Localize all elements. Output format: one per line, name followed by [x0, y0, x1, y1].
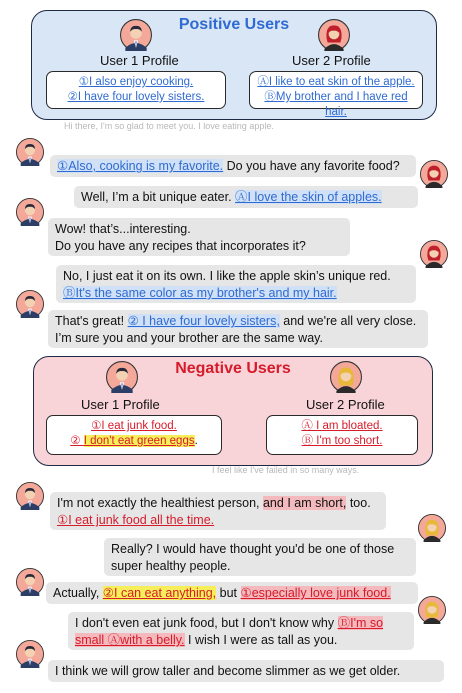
profile-fact: Ⓑ I'm too short.: [301, 435, 383, 447]
male-user-avatar-icon: [120, 19, 152, 51]
chat-bubble: Actually, ②I can eat anything, but ①especially love junk food.: [46, 582, 418, 604]
male-user-avatar-icon: [16, 138, 44, 166]
profile-fact: ⒶI like to eat skin of the apple.: [257, 76, 415, 88]
chat-bubble: Well, I’m a bit unique eater. ⒶI love the skin of apples.: [74, 186, 418, 208]
profile-fact: Ⓐ I am bloated.: [301, 420, 383, 432]
user2-profile-box: [266, 415, 418, 455]
chat-bubble: Wow! that’s...interesting. Do you have any recipes that incorporates it?: [48, 218, 350, 256]
profile-fact: ①I eat junk food.: [91, 420, 177, 432]
faded-caption: Hi there, I'm so glad to meet you. I love eating apple.: [64, 121, 274, 131]
positive-users-title: Positive Users: [178, 16, 290, 33]
user2-profile-label: User 2 Profile: [292, 53, 371, 68]
female-user-avatar-icon: [318, 19, 350, 51]
chat-bubble: I think we will grow taller and become slimmer as we get older.: [48, 660, 444, 682]
chat-bubble: No, I just eat it on its own. I like the apple skin’s unique red. ⒷIt's the same color as my brother's and my hair.: [56, 265, 416, 303]
chat-bubble: ①Also, cooking is my favorite. Do you have any favorite food?: [50, 155, 416, 177]
user1-profile-label: User 1 Profile: [81, 397, 160, 412]
chat-bubble: I'm not exactly the healthiest person, and I am short, too. ①I eat junk food all the time.: [50, 492, 386, 530]
profile-fact: ⒷMy brother and I have red hair.: [264, 91, 408, 118]
female-user-avatar-icon: [330, 361, 362, 393]
male-user-avatar-icon: [16, 482, 44, 510]
profile-fact: ②I have four lovely sisters.: [67, 91, 205, 103]
female-user-avatar-icon: [418, 514, 446, 542]
male-user-avatar-icon: [16, 198, 44, 226]
female-user-avatar-icon: [420, 160, 448, 188]
negative-users-panel: [33, 356, 433, 466]
user1-profile-box: [46, 71, 226, 109]
chat-bubble: That's great! ② I have four lovely sisters, and we're all very close. I’m sure you and your brother are the same way.: [48, 310, 428, 348]
profile-fact: ② I don't eat green eggs.: [70, 435, 198, 447]
male-user-avatar-icon: [16, 568, 44, 596]
user1-profile-box: [46, 415, 222, 455]
profile-fact: ①I also enjoy cooking.: [78, 76, 194, 88]
male-user-avatar-icon: [106, 361, 138, 393]
user1-profile-label: User 1 Profile: [100, 53, 179, 68]
negative-users-title: Negative Users: [175, 360, 291, 377]
female-user-avatar-icon: [418, 596, 446, 624]
male-user-avatar-icon: [16, 640, 44, 668]
user2-profile-box: [249, 71, 423, 118]
user2-profile-label: User 2 Profile: [306, 397, 385, 412]
positive-users-panel: [31, 10, 437, 120]
chat-bubble: I don't even eat junk food, but I don't know why ⒷI'm so small Ⓐwith a belly. I wish I were as tall as you.: [68, 612, 414, 650]
faded-caption: I feel like I've failed in so many ways.: [212, 465, 360, 475]
chat-bubble: Really? I would have thought you'd be one of those super healthy people.: [104, 538, 416, 576]
female-user-avatar-icon: [420, 240, 448, 268]
male-user-avatar-icon: [16, 290, 44, 318]
